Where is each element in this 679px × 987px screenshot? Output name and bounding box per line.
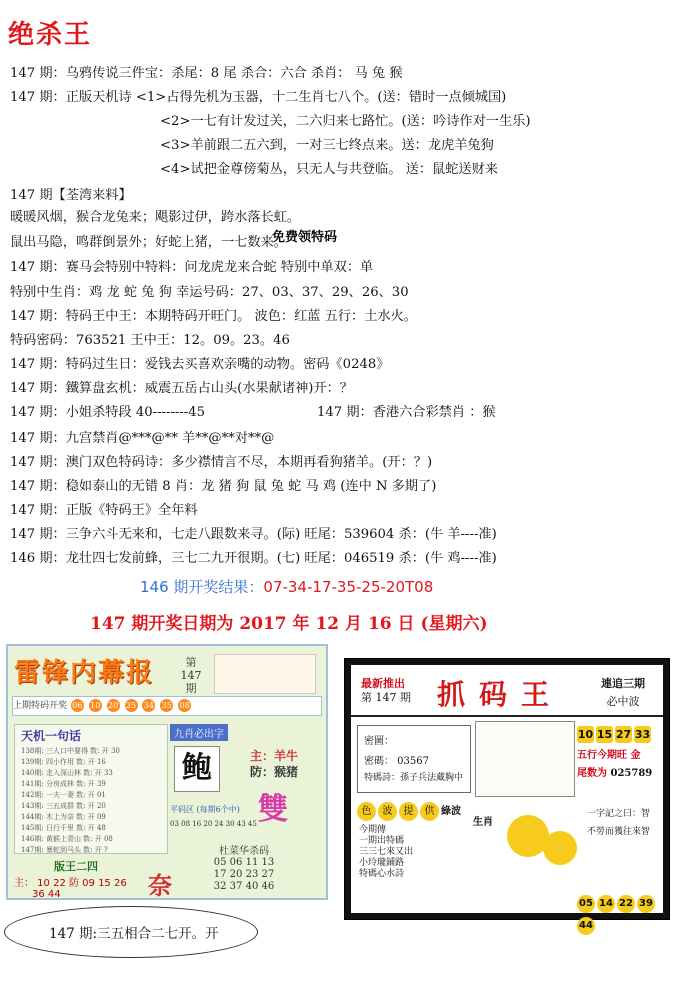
text-line: 147 期：赛马会特别中特料：问龙虎龙来合蛇 特别中单双：单 (10, 260, 374, 275)
big-char: 鲍 (174, 746, 220, 792)
number-ball: 08 (179, 701, 190, 710)
number-ball: 22 (617, 895, 635, 913)
kill-row: 32 37 40 46 (213, 881, 275, 892)
text-line: 特码密码：763521 王中王：12。09。23。46 (10, 333, 290, 348)
text-line: 147 期：三争六斗无来和，七走八跟数来寻。(际) 旺尾：539604 杀：(牛 羊----准) (10, 527, 497, 542)
last-draw-strip (12, 696, 322, 716)
text-line: 147 期：九宫禁肖@***@** 羊**@**对**@ (10, 431, 275, 446)
list-item: 141期: 分房成林 数: 开 39 (21, 780, 106, 788)
result-numbers: 07-34-17-35-25-20T08 (263, 578, 434, 596)
guard-pick: 防：猴猪 (250, 765, 299, 779)
new-label: 最新推出 (361, 677, 405, 690)
zodiac-box (170, 724, 318, 844)
star-burst (543, 831, 577, 865)
draw-result (140, 576, 433, 597)
number-ball: 10 (90, 701, 101, 710)
color-ball: 波 (378, 802, 397, 821)
list-item: 142期: 一夫一妻 数: 开 01 (21, 791, 106, 799)
text-line: 暖暖风烟，猴合龙兔来；飓影过伊，跨水落长虹。 (10, 210, 301, 225)
number-ball: 06 (72, 701, 83, 710)
wave-label: 必中波 (606, 695, 640, 708)
text-line: 147 期：正版天机诗 <1>占得先机为玉器，十二生肖七八个。(送：错时一点倾城国) (10, 90, 507, 105)
code-box (357, 725, 471, 793)
text-line: 147 期：正版《特码王》全年料 (10, 503, 198, 518)
text-line: 鼠出马隐，鸣群倒景外；好蛇上猪，一七数来。 (10, 235, 287, 250)
draw-date: 147 期开奖日期为 2017 年 12 月 16 日 (星期六) (90, 614, 488, 634)
number-ball: 34 (143, 701, 154, 710)
note-line: 不勞而獲往來智 (587, 827, 651, 837)
color-ball: 色 (357, 802, 376, 821)
number-ball: 15 (596, 728, 613, 741)
zodiac-label: 生肖 (473, 817, 493, 828)
text-line: 特别中生肖：鸡 龙 蛇 兔 狗 幸运号码：27、03、37、29、26、30 (10, 285, 409, 300)
text-line: 147 期【荃湾来料】 (10, 188, 132, 203)
box-row: 特碼詩：孫子兵法藏胸中 (364, 773, 464, 783)
list-item: 138期: 三人口中要得 数: 开 30 (21, 747, 120, 755)
panel-issue: 第 147 期 (180, 656, 202, 695)
list-item: 144期: 木上为奈 数: 开 09 (21, 813, 106, 821)
number-ball: 14 (597, 895, 615, 913)
number-ball: 35 (161, 701, 172, 710)
ping-numbers: 03 08 16 20 24 30 43 45 (170, 820, 257, 828)
kill-title: 杜菜华杀码 (219, 846, 269, 857)
list-item: 140期: 走入深山林 数: 开 33 (21, 769, 113, 777)
list-item: 143期: 三五成群 数: 开 20 (21, 802, 106, 810)
number-ball: 39 (637, 895, 655, 913)
panel-title: 抓码王 (437, 678, 564, 711)
strip-label: 上期特码开奖 (13, 701, 68, 711)
kill-row: 05 06 11 13 (213, 857, 275, 868)
number-ball: 25 (125, 701, 137, 710)
box-tag: 九肖必出字 (170, 724, 228, 741)
leifeng-panel (6, 644, 328, 900)
number-ball: 27 (615, 728, 632, 741)
panel-title: 雷锋内幕报 (14, 658, 155, 688)
text-line: 147 期：小姐杀特段 40--------45 (10, 405, 206, 420)
element-label: 五行今期旺 金 (577, 750, 641, 761)
text-line: 147 期：澳门双色特码诗：多少襟情言不尽，本期再看狗猪羊。(开：？) (10, 455, 433, 470)
zhuamawang-panel (344, 658, 670, 931)
main-pick: 主：羊牛 (250, 749, 299, 763)
main-numbers: 主： 10 22 防 09 15 26 (14, 878, 127, 889)
ping-label: 平码区 (每期6个中) (170, 805, 240, 814)
kill-row: 17 20 23 27 (213, 869, 275, 880)
text-line: 146 期：龙壮四七发前蜂，三七二九开很期。(七) 旺尾：046519 杀：(牛 鸡----准) (10, 551, 497, 566)
number-ball: 33 (634, 728, 651, 741)
color-ball: 供 (420, 802, 439, 821)
text-line: <3>羊前跟二五六到，一对三七终点来。送：龙虎羊兔狗 (160, 138, 494, 153)
number-ball: 10 (577, 728, 594, 741)
text-line: <4>试把金尊傍菊丛，只无人与共登临。 送：鼠蛇送财来 (160, 162, 498, 177)
col-text: 三三七來又出 (359, 847, 414, 857)
kill-box (170, 842, 318, 894)
king-label: 版王二四 (54, 860, 98, 873)
col-text: 今期傳 (359, 825, 387, 835)
speech-bubble (4, 906, 258, 958)
page-logo: 绝杀王 (8, 20, 93, 50)
bubble-text: 147 期:三五相合二七开。开 (49, 926, 219, 942)
shuang-char: 雙 (258, 792, 288, 827)
col-text: 小玲瓏鋪路 (359, 858, 405, 868)
box-title: 天机一句话 (21, 729, 82, 743)
text-line: 147 期：特码王中王：本期特码开旺门。 波色：红蓝 五行：土水火。 (10, 309, 417, 324)
illustration-image (475, 721, 575, 797)
col-text: 一期出特碼 (359, 836, 405, 846)
color-ball: 提 (399, 802, 418, 821)
result-label: 146 期开奖结果： (140, 578, 264, 596)
divider (351, 715, 663, 717)
free-code-stamp: 免费领特码 (272, 230, 338, 245)
side-line: 147 期：香港六合彩禁肖 ：猴 (317, 405, 496, 420)
king-box (14, 858, 164, 900)
tail-label: 尾数为 (577, 768, 607, 779)
issue-label: 第 147 期 (361, 691, 411, 704)
text-line: 147 期：乌鸦传说三件宝：杀尾：8 尾 杀合：六合 杀肖： 马 兔 猴 (10, 66, 403, 81)
box-row: 密碼： 03567 (364, 756, 429, 767)
logo-image (214, 654, 316, 694)
color-value: 綠波 (441, 806, 461, 817)
vertical-char: 奈 (148, 872, 172, 900)
list-item: 146期: 黄猴上青山 数: 开 08 (21, 835, 113, 843)
list-item: 139期: 四小作用 数: 开 16 (21, 758, 106, 766)
list-item: 145期: 日行千里 数: 开 48 (21, 824, 106, 832)
box-row: 密圖： (364, 736, 394, 747)
col-text: 特碼心水詩 (359, 869, 405, 879)
number-ball: 20 (108, 701, 119, 710)
text-line: 147 期：稳如泰山的无错 8 肖：龙 猪 狗 鼠 兔 蛇 马 鸡 (连中 N 多期了) (10, 479, 437, 494)
note-line: 一字記之曰：智 (587, 809, 651, 819)
text-line: 147 期：鐵算盘玄机：威震五岳占山头(水果献诸神)开：？ (10, 381, 353, 396)
tail-value: 025789 (610, 768, 653, 779)
streak-label: 連追三期 (601, 677, 645, 690)
main-numbers-2: 36 44 (32, 889, 61, 900)
tianji-box (14, 724, 168, 854)
text-line: 147 期：特码过生日：爱钱去买喜欢亲嘴的动物。密码《0248》 (10, 357, 390, 372)
number-ball: 05 (577, 895, 595, 913)
number-ball: 44 (577, 917, 595, 935)
list-item: 147期: 暴蛇到马头 数: 开 ? (21, 846, 108, 854)
text-line: <2>一七有计发过关，二六归来七路忙。(送：吟诗作对一生乐) (160, 114, 531, 129)
